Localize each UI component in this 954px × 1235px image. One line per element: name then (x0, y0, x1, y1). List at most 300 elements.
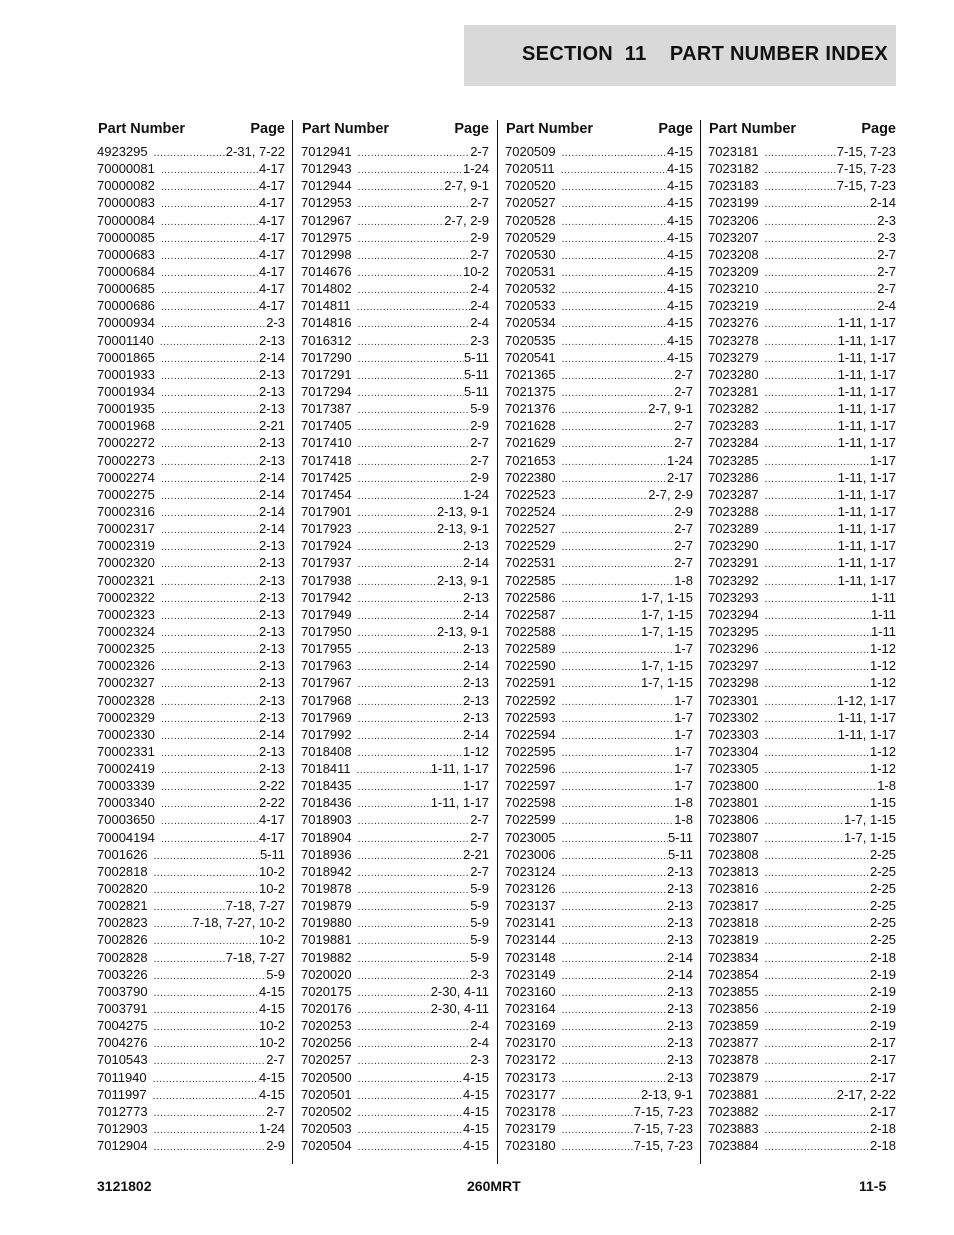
dot-leader (358, 831, 471, 848)
index-entry (301, 829, 489, 846)
dot-leader (562, 899, 667, 916)
index-entry (505, 897, 693, 914)
dot-leader (765, 745, 870, 762)
index-entry (97, 366, 285, 383)
part-number: 7010543 (97, 1052, 148, 1068)
page-reference: 2-7 (674, 521, 693, 537)
index-entry (301, 949, 489, 966)
dot-leader (161, 505, 259, 522)
index-entry (97, 983, 285, 1000)
dot-leader (161, 813, 259, 830)
dot-leader (358, 454, 471, 471)
page-reference: 1-11, 1-17 (837, 521, 896, 537)
part-number: 7022586 (505, 589, 556, 605)
part-number: 70000084 (97, 212, 155, 228)
index-entry (708, 726, 896, 743)
page-reference: 4-17 (258, 246, 285, 262)
page-reference: 2-14 (869, 195, 896, 211)
dot-leader (765, 574, 838, 591)
index-entry (301, 863, 489, 880)
index-entry (708, 949, 896, 966)
page-reference: 1-11, 1-17 (837, 709, 896, 725)
dot-leader (161, 831, 259, 848)
page-reference: 5-9 (470, 401, 489, 417)
page-reference: 2-7 (674, 538, 693, 554)
page-reference: 2-18 (869, 1138, 896, 1154)
part-number: 7022589 (505, 641, 556, 657)
index-entry (97, 1000, 285, 1017)
dot-leader (562, 351, 667, 368)
page-reference: 10-2 (258, 1018, 285, 1034)
page-reference: 4-15 (462, 1138, 489, 1154)
part-number: 7023183 (708, 178, 759, 194)
page-reference: 2-9 (470, 418, 489, 434)
dot-leader (562, 933, 667, 950)
part-number: 7023279 (708, 349, 759, 365)
part-number: 7023209 (708, 263, 759, 279)
part-number: 7023160 (505, 983, 556, 999)
dot-leader (765, 1002, 870, 1019)
part-number: 7014802 (301, 281, 352, 297)
page-reference: 2-7, 2-9 (444, 212, 489, 228)
dot-leader (358, 1088, 463, 1105)
dot-leader (765, 231, 878, 248)
part-number: 7022598 (505, 795, 556, 811)
index-entry (505, 1017, 693, 1034)
part-number: 7023801 (708, 795, 759, 811)
index-entry (505, 349, 693, 366)
index-entry (708, 983, 896, 1000)
page-reference: 1-17 (869, 452, 896, 468)
dot-leader (562, 659, 641, 676)
page-reference: 1-7, 1-15 (640, 658, 693, 674)
part-number: 7018904 (301, 829, 352, 845)
dot-leader (765, 865, 870, 882)
dot-leader (358, 1071, 463, 1088)
index-entry (301, 177, 489, 194)
part-number: 7001626 (97, 846, 148, 862)
dot-leader (562, 299, 667, 316)
index-entry (97, 263, 285, 280)
dot-leader (765, 196, 870, 213)
dot-leader (358, 436, 471, 453)
dot-leader (765, 351, 838, 368)
part-number: 7021375 (505, 383, 556, 399)
index-entry (301, 811, 489, 828)
index-entry (505, 332, 693, 349)
dot-leader (357, 299, 471, 316)
index-entry (97, 966, 285, 983)
part-number: 7022597 (505, 778, 556, 794)
dot-leader (765, 556, 838, 573)
page-reference: 1-24 (258, 1121, 285, 1137)
index-entry (708, 623, 896, 640)
page-reference: 2-3 (470, 966, 489, 982)
dot-leader (562, 591, 641, 608)
index-entry (301, 640, 489, 657)
part-number: 7017418 (301, 452, 352, 468)
part-number: 7023278 (708, 332, 759, 348)
page-reference: 2-13 (666, 1069, 693, 1085)
page-reference: 2-7 (470, 246, 489, 262)
page-reference: 2-4 (470, 1018, 489, 1034)
page-reference: 5-9 (470, 949, 489, 965)
dot-leader (161, 179, 259, 196)
part-number: 7020533 (505, 298, 556, 314)
dot-leader (161, 796, 259, 813)
index-rows (505, 143, 693, 1154)
index-entry (708, 897, 896, 914)
page-reference: 1-15 (869, 795, 896, 811)
page-reference: 2-13 (258, 555, 285, 571)
part-number: 7023294 (708, 606, 759, 622)
dot-leader (765, 214, 878, 231)
section-title: SECTION 11 PART NUMBER INDEX (522, 43, 888, 65)
page-reference: 1-11, 1-17 (837, 366, 896, 382)
page-reference: 4-15 (666, 212, 693, 228)
page-header: Page (250, 121, 285, 137)
dot-leader (161, 574, 259, 591)
dot-leader (161, 471, 259, 488)
page-reference: 1-7, 1-15 (843, 829, 896, 845)
page-reference: 5-9 (470, 932, 489, 948)
dot-leader (154, 1122, 259, 1139)
part-number: 7022592 (505, 692, 556, 708)
dot-leader (154, 145, 226, 162)
page-reference: 5-9 (266, 966, 285, 982)
part-number: 7023207 (708, 229, 759, 245)
index-entry (97, 1086, 285, 1103)
page-reference: 2-13 (666, 1035, 693, 1051)
page-reference: 5-9 (470, 881, 489, 897)
page-reference: 2-14 (462, 606, 489, 622)
dot-leader (765, 762, 870, 779)
page-reference: 2-4 (470, 298, 489, 314)
index-entry (505, 212, 693, 229)
index-entry (301, 1051, 489, 1068)
index-entry (708, 1000, 896, 1017)
part-number: 7014816 (301, 315, 352, 331)
index-entry (708, 212, 896, 229)
page-reference: 2-17 (869, 1069, 896, 1085)
footer-doc-number: 3121802 (97, 1178, 152, 1194)
part-number: 7020531 (505, 263, 556, 279)
dot-leader (358, 676, 463, 693)
page-reference: 2-17 (869, 1103, 896, 1119)
page-reference: 1-7, 1-15 (843, 812, 896, 828)
part-number: 7023179 (505, 1121, 556, 1137)
index-entry (301, 212, 489, 229)
page-reference: 2-13 (666, 1001, 693, 1017)
dot-leader (358, 1053, 471, 1070)
index-entry (505, 880, 693, 897)
dot-leader (765, 1139, 870, 1156)
part-number: 7020175 (301, 983, 352, 999)
part-number: 70002274 (97, 469, 155, 485)
part-number: 7017405 (301, 418, 352, 434)
page-reference: 10-2 (258, 863, 285, 879)
dot-leader (562, 1088, 641, 1105)
dot-leader (358, 214, 445, 231)
dot-leader (562, 402, 649, 419)
page-reference: 2-13, 9-1 (436, 572, 489, 588)
index-entry (708, 452, 896, 469)
part-number: 7002820 (97, 881, 148, 897)
index-entry (97, 297, 285, 314)
page-reference: 4-17 (258, 263, 285, 279)
index-entry (505, 314, 693, 331)
part-number: 7023210 (708, 281, 759, 297)
index-entry (301, 297, 489, 314)
part-number: 7012967 (301, 212, 352, 228)
index-entry (505, 194, 693, 211)
index-entry (505, 297, 693, 314)
part-number: 7021629 (505, 435, 556, 451)
index-entry (505, 229, 693, 246)
index-entry (97, 949, 285, 966)
index-entry (708, 383, 896, 400)
page-reference: 7-15, 7-23 (633, 1121, 693, 1137)
footer-page-number: 11-5 (859, 1178, 887, 1194)
page-reference: 2-17 (666, 469, 693, 485)
page-reference: 1-7 (674, 743, 693, 759)
page-reference: 1-12 (869, 743, 896, 759)
part-number: 70000683 (97, 246, 155, 262)
part-number: 70002320 (97, 555, 155, 571)
part-number: 7020511 (505, 161, 555, 177)
part-number: 7003790 (97, 983, 148, 999)
index-entry (505, 572, 693, 589)
index-entry (708, 743, 896, 760)
index-entry (708, 709, 896, 726)
part-number: 7017992 (301, 726, 352, 742)
part-number: 7018936 (301, 846, 352, 862)
part-number: 7023281 (708, 383, 759, 399)
index-entry (505, 760, 693, 777)
index-entry (708, 1086, 896, 1103)
part-number: 70000083 (97, 195, 155, 211)
part-number: 7022594 (505, 726, 556, 742)
dot-leader (562, 214, 667, 231)
dot-leader (765, 985, 870, 1002)
part-number: 7023877 (708, 1035, 759, 1051)
page-reference: 2-9 (470, 229, 489, 245)
page-reference: 4-15 (258, 1086, 285, 1102)
index-entry (97, 846, 285, 863)
page-reference: 1-11 (870, 623, 896, 639)
index-entry (505, 1120, 693, 1137)
page-reference: 1-11, 1-17 (837, 572, 896, 588)
dot-leader (562, 625, 641, 642)
index-entry (97, 383, 285, 400)
part-number: 7020500 (301, 1069, 352, 1085)
page-reference: 5-9 (470, 915, 489, 931)
part-number: 7012953 (301, 195, 352, 211)
part-number: 7012944 (301, 178, 352, 194)
part-number: 7022590 (505, 658, 556, 674)
part-number: 7023178 (505, 1103, 556, 1119)
dot-leader (358, 351, 464, 368)
dot-leader (161, 368, 259, 385)
page-reference: 2-7 (877, 281, 896, 297)
page-reference: 2-14 (258, 726, 285, 742)
page-reference: 2-13 (258, 641, 285, 657)
dot-leader (154, 1139, 267, 1156)
index-entry (708, 1051, 896, 1068)
dot-leader (562, 1122, 634, 1139)
index-entry (97, 452, 285, 469)
index-entry (97, 280, 285, 297)
dot-leader (161, 454, 259, 471)
section-banner (464, 25, 896, 86)
dot-leader (765, 265, 878, 282)
index-entry (708, 829, 896, 846)
index-entry (708, 434, 896, 451)
page-reference: 10-2 (258, 881, 285, 897)
page-reference: 7-18, 7-27 (225, 949, 285, 965)
part-number: 7023304 (708, 743, 759, 759)
page-reference: 2-25 (869, 846, 896, 862)
part-number: 7017949 (301, 606, 352, 622)
page-reference: 2-22 (258, 795, 285, 811)
page-reference: 1-11, 1-17 (837, 332, 896, 348)
part-number: 7018411 (301, 761, 351, 777)
index-entry (505, 1069, 693, 1086)
dot-leader (765, 1105, 870, 1122)
part-number: 7018435 (301, 778, 352, 794)
page-reference: 4-15 (666, 246, 693, 262)
part-number: 7017291 (301, 366, 352, 382)
index-entry (708, 674, 896, 691)
part-number: 7023169 (505, 1018, 556, 1034)
page-reference: 2-7 (470, 863, 489, 879)
dot-leader (765, 711, 838, 728)
index-entry (301, 589, 489, 606)
part-number: 7020503 (301, 1121, 352, 1137)
part-number: 70003650 (97, 812, 155, 828)
part-number: 7018408 (301, 743, 352, 759)
index-entry (708, 657, 896, 674)
index-entry (708, 297, 896, 314)
dot-leader (765, 179, 837, 196)
dot-leader (153, 1088, 259, 1105)
page-reference: 2-25 (869, 932, 896, 948)
dot-leader (358, 882, 471, 899)
part-number: 7002818 (97, 863, 148, 879)
dot-leader (562, 882, 667, 899)
index-entry (505, 1137, 693, 1154)
index-entry (301, 657, 489, 674)
index-entry (708, 486, 896, 503)
dot-leader (358, 591, 463, 608)
page-reference: 5-11 (667, 846, 693, 862)
part-number: 7023149 (505, 966, 556, 982)
part-number-header: Part Number (302, 121, 390, 137)
page-reference: 4-17 (258, 812, 285, 828)
dot-leader (161, 162, 259, 179)
part-number: 7017923 (301, 521, 352, 537)
page-reference: 2-13 (258, 435, 285, 451)
index-entry (97, 777, 285, 794)
part-number: 7023173 (505, 1069, 556, 1085)
dot-leader (765, 145, 837, 162)
page-reference: 1-11, 1-17 (837, 349, 896, 365)
index-entry (708, 606, 896, 623)
index-entry (505, 983, 693, 1000)
index-entry (505, 777, 693, 794)
index-entry (505, 623, 693, 640)
index-entry (505, 537, 693, 554)
page-reference: 2-3 (470, 332, 489, 348)
index-entry (708, 160, 896, 177)
part-number: 7023141 (505, 915, 556, 931)
dot-leader (765, 642, 870, 659)
part-number: 70002330 (97, 726, 155, 742)
page-reference: 2-21 (258, 418, 285, 434)
index-entry (301, 246, 489, 263)
dot-leader (161, 282, 259, 299)
part-number: 70002272 (97, 435, 155, 451)
page-reference: 2-13 (258, 709, 285, 725)
part-number-header: Part Number (98, 121, 186, 137)
index-entry (505, 366, 693, 383)
index-entry (301, 709, 489, 726)
part-number: 70002319 (97, 538, 155, 554)
index-entry (301, 931, 489, 948)
page-reference: 4-17 (258, 281, 285, 297)
part-number: 7014811 (301, 298, 351, 314)
dot-leader (161, 711, 259, 728)
page-reference: 4-15 (666, 332, 693, 348)
dot-leader (765, 968, 870, 985)
dot-leader (562, 916, 667, 933)
index-entry (505, 280, 693, 297)
page-reference: 2-9 (674, 503, 693, 519)
part-number: 7014676 (301, 263, 352, 279)
column-divider (497, 120, 498, 1164)
page-reference: 4-15 (666, 195, 693, 211)
part-number: 7020501 (301, 1086, 352, 1102)
page-reference: 4-15 (462, 1103, 489, 1119)
page-reference: 2-13 (666, 881, 693, 897)
dot-leader (358, 642, 463, 659)
index-entry (301, 366, 489, 383)
index-entry (301, 263, 489, 280)
page-reference: 2-4 (470, 315, 489, 331)
dot-leader (765, 1053, 870, 1070)
dot-leader (765, 334, 838, 351)
dot-leader (160, 334, 259, 351)
dot-leader (562, 985, 667, 1002)
page-reference: 2-13, 9-1 (640, 1086, 693, 1102)
index-entry (708, 177, 896, 194)
dot-leader (358, 728, 463, 745)
index-entry (708, 880, 896, 897)
index-entry (301, 606, 489, 623)
dot-leader (357, 762, 431, 779)
dot-leader (161, 625, 259, 642)
part-number: 7022524 (505, 503, 556, 519)
page-reference: 4-15 (258, 1001, 285, 1017)
page-reference: 10-2 (258, 932, 285, 948)
part-number: 7020502 (301, 1103, 352, 1119)
part-number: 7020020 (301, 966, 352, 982)
part-number: 7023293 (708, 589, 759, 605)
index-column-2 (301, 118, 489, 1154)
part-number: 70002316 (97, 503, 155, 519)
index-entry (505, 640, 693, 657)
page-reference: 7-18, 7-27 (225, 898, 285, 914)
